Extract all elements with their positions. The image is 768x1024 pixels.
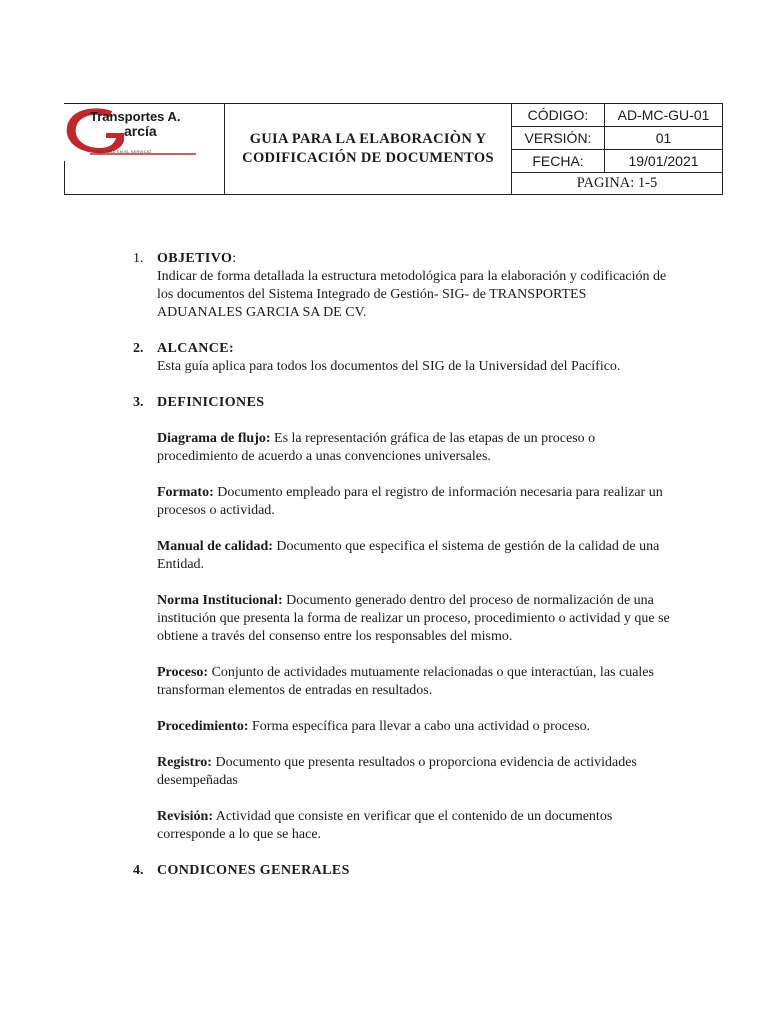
definition-item — [157, 664, 673, 700]
section-condiciones-generales — [133, 862, 673, 880]
fecha-label: FECHA: — [532, 153, 584, 169]
definitions-list — [133, 430, 673, 844]
section-number: 3. — [133, 395, 144, 410]
document-header-table — [64, 103, 723, 195]
definition-text: Documento empleado para el registro de información necesaria para realizar un procesos o actividad. — [157, 485, 663, 518]
section-number: 2. — [133, 341, 144, 356]
section-heading: DEFINICIONES — [157, 395, 265, 410]
definition-item — [157, 430, 673, 466]
section-number: 4. — [133, 863, 144, 878]
definition-text: Documento que especifica el sistema de gestión de la calidad de una Entidad. — [157, 539, 660, 572]
definition-text: Es la representación gráfica de las etapas de un proceso o procedimiento de acuerdo a unas convenciones universales. — [157, 431, 596, 464]
section-heading — [157, 250, 673, 268]
document-title-line2: CODIFICACIÓN DE DOCUMENTOS — [242, 150, 494, 166]
section-alcance — [133, 340, 673, 376]
section-definiciones — [133, 394, 673, 412]
document-title — [225, 103, 511, 195]
version-value: 01 — [655, 130, 672, 146]
definition-term: Proceso: — [157, 665, 209, 680]
codigo-label: CÓDIGO: — [527, 107, 589, 123]
definition-item — [157, 538, 673, 574]
definition-text: Forma específica para llevar a cabo una actividad o proceso. — [248, 719, 591, 734]
definition-term: Diagrama de flujo: — [157, 431, 271, 446]
definition-term: Manual de calidad: — [157, 539, 273, 554]
section-heading-colon: : — [232, 251, 237, 266]
definition-text: Actividad que consiste en verificar que el contenido de un documentos corresponde a lo que se hace. — [157, 809, 613, 842]
definition-term: Registro: — [157, 755, 212, 770]
fecha-value: 19/01/2021 — [628, 153, 699, 169]
logo-name-line1: Transportes A. — [90, 109, 181, 124]
section-objetivo — [133, 250, 673, 322]
definition-item — [157, 808, 673, 844]
definition-text: Documento generado dentro del proceso de normalización de una institución que presenta la forma de realizar un proceso, procedimiento o actividad y que se obtiene a través del consenso entre los responsables del mismo. — [157, 593, 670, 644]
version-label: VERSIÓN: — [524, 130, 592, 146]
section-number: 1. — [133, 251, 144, 266]
section-heading-text: OBJETIVO — [157, 251, 233, 266]
logo-tagline: CALIDAD EN EL SERVICIO — [97, 149, 152, 154]
logo-name-line2: arcía — [124, 123, 157, 139]
definition-term: Procedimiento: — [157, 719, 249, 734]
definition-item — [157, 718, 673, 736]
section-text: Indicar de forma detallada la estructura metodológica para la elaboración y codificación de los documentos del Sistema Integrado de Gestión- SIG- de TRANSPORTES ADUANALES GARCIA SA DE CV. — [157, 269, 667, 320]
section-heading: CONDICONES GENERALES — [157, 863, 350, 878]
document-body — [133, 250, 673, 880]
definition-text: Documento que presenta resultados o proporciona evidencia de actividades desempeñadas — [157, 755, 637, 788]
definition-text: Conjunto de actividades mutuamente relacionadas o que interactúan, las cuales transforman elementos de entradas en resultados. — [157, 665, 654, 698]
definition-item — [157, 592, 673, 646]
document-title-line1: GUIA PARA LA ELABORACIÒN Y — [249, 131, 487, 147]
definition-item — [157, 484, 673, 520]
definition-term: Norma Institucional: — [157, 593, 283, 608]
page-number: PAGINA: 1-5 — [576, 175, 658, 191]
definition-term: Formato: — [157, 485, 214, 500]
definition-item — [157, 754, 673, 790]
section-heading: ALCANCE: — [157, 341, 235, 356]
company-logo — [64, 103, 224, 195]
definition-term: Revisión: — [157, 809, 213, 824]
section-text: Esta guía aplica para todos los documentos del SIG de la Universidad del Pacífico. — [157, 359, 621, 374]
codigo-value: AD-MC-GU-01 — [617, 107, 710, 123]
